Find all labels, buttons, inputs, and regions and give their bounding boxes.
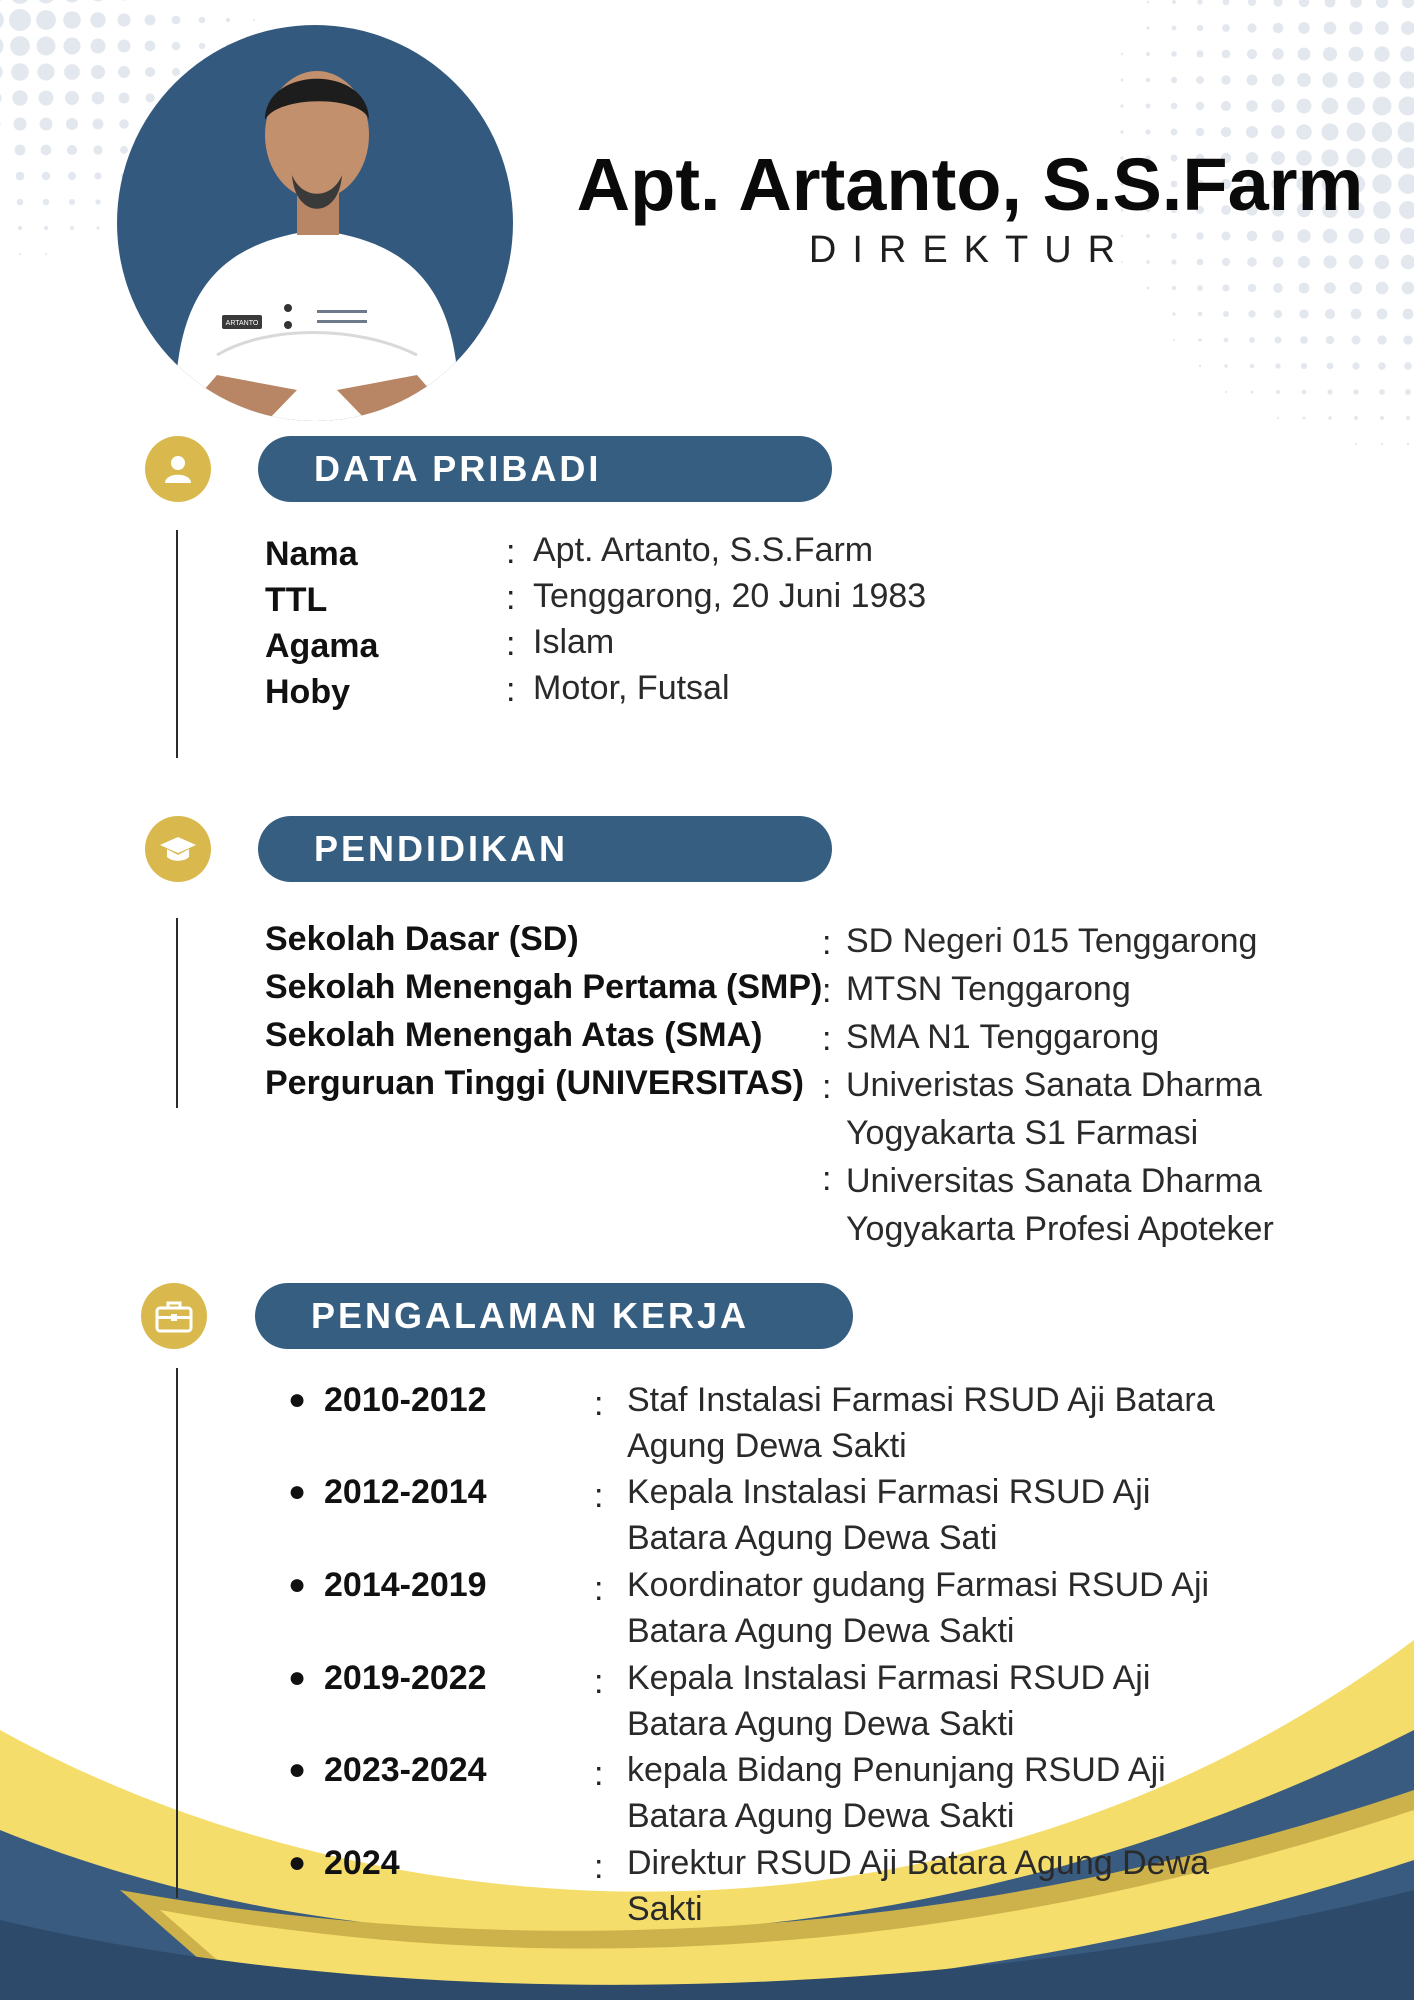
halftone-dot: [1375, 21, 1389, 35]
label-smp: Sekolah Menengah Pertama (SMP): [265, 968, 823, 1006]
colon: :: [594, 1755, 604, 1793]
colon: :: [822, 1160, 832, 1198]
halftone-dot: [1400, 46, 1414, 62]
halftone-dot: [93, 145, 102, 154]
halftone-dot: [64, 64, 80, 80]
halftone-dot: [1171, 51, 1177, 57]
halftone-dot: [1249, 337, 1255, 343]
experience-year: 2010-2012: [324, 1381, 487, 1419]
halftone-dot: [1376, 0, 1388, 8]
briefcase-icon: [141, 1283, 207, 1349]
halftone-dot: [63, 0, 80, 3]
halftone-dot: [1198, 338, 1202, 342]
value-hoby: Motor, Futsal: [533, 669, 730, 707]
halftone-dot: [1354, 416, 1358, 420]
experience-desc-line1: Staf Instalasi Farmasi RSUD Aji Batara: [627, 1381, 1215, 1419]
halftone-dot: [1298, 48, 1311, 61]
value-universitas-2-line2: Yogyakarta Profesi Apoteker: [846, 1210, 1274, 1248]
halftone-dot: [66, 118, 78, 130]
halftone-dot: [1146, 104, 1151, 109]
halftone-dot: [67, 145, 77, 155]
halftone-dot: [1379, 389, 1385, 395]
experience-year: 2024: [324, 1844, 400, 1882]
personal-row-agama: [265, 624, 378, 668]
halftone-dot: [37, 37, 56, 56]
halftone-dot: [1271, 125, 1285, 139]
halftone-dot: [1407, 443, 1409, 445]
halftone-dot: [15, 145, 26, 156]
halftone-dot: [1277, 417, 1279, 419]
halftone-dot: [11, 63, 29, 81]
halftone-dot: [1171, 103, 1178, 110]
halftone-dot: [172, 68, 180, 76]
halftone-dot: [1405, 389, 1411, 395]
halftone-dot: [1197, 285, 1203, 291]
halftone-dot: [1121, 53, 1123, 55]
halftone-dot: [1172, 0, 1176, 4]
halftone-dot: [1327, 389, 1332, 394]
halftone-dot: [1297, 99, 1312, 114]
halftone-dot: [1222, 50, 1231, 59]
halftone-dot: [1351, 309, 1362, 320]
halftone-dot: [1199, 365, 1201, 367]
halftone-dot: [0, 0, 3, 3]
halftone-dot: [1327, 363, 1334, 370]
halftone-dot: [41, 145, 52, 156]
halftone-dot: [1223, 311, 1229, 317]
halftone-dot: [1353, 389, 1359, 395]
halftone-dot: [1197, 0, 1202, 5]
halftone-dot: [96, 226, 99, 229]
halftone-dot: [1381, 443, 1383, 445]
colon: :: [822, 972, 832, 1010]
halftone-dot: [1378, 362, 1386, 370]
colon: :: [822, 1020, 832, 1058]
halftone-dot: [1248, 0, 1256, 6]
halftone-dot: [0, 90, 2, 105]
halftone-dot: [1322, 98, 1338, 114]
colon: :: [822, 924, 832, 962]
value-universitas-1-line1: Univeristas Sanata Dharma: [846, 1066, 1262, 1104]
halftone-dot: [1374, 46, 1389, 61]
colon: :: [594, 1385, 604, 1423]
halftone-dot: [119, 119, 129, 129]
halftone-dot: [1171, 77, 1177, 83]
halftone-dot: [1221, 101, 1231, 111]
halftone-dot: [226, 18, 230, 22]
personal-row-nama: [265, 532, 358, 576]
experience-desc-line2: Batara Agung Dewa Sakti: [627, 1705, 1015, 1743]
halftone-dot: [120, 146, 128, 154]
halftone-dot: [42, 172, 51, 181]
halftone-dot: [1273, 283, 1283, 293]
halftone-dot: [40, 118, 53, 131]
section-header-data-pribadi: DATA PRIBADI: [258, 436, 832, 502]
halftone-dot: [1275, 363, 1280, 368]
experience-desc-line2: Batara Agung Dewa Sakti: [627, 1797, 1015, 1835]
value-nama: Apt. Artanto, S.S.Farm: [533, 531, 874, 569]
halftone-dot: [1250, 390, 1253, 393]
halftone-dot: [1398, 122, 1414, 143]
section-header-pengalaman-kerja: PENGALAMAN KERJA: [255, 1283, 853, 1349]
halftone-dot: [1398, 96, 1414, 115]
experience-desc-line2: Sakti: [627, 1890, 703, 1928]
halftone-dot: [1247, 49, 1257, 59]
halftone-dot: [92, 92, 105, 105]
halftone-dot: [1224, 338, 1229, 343]
halftone-dot: [13, 117, 26, 130]
experience-year: 2019-2022: [324, 1659, 487, 1697]
halftone-dot: [43, 199, 49, 205]
halftone-dot: [69, 199, 75, 205]
halftone-dot: [91, 65, 105, 79]
halftone-dot: [1299, 309, 1308, 318]
halftone-dot: [1350, 282, 1362, 294]
halftone-dot: [1398, 174, 1414, 194]
halftone-dot: [1297, 73, 1311, 87]
halftone-dot: [1248, 310, 1255, 317]
halftone-dot: [1198, 312, 1203, 317]
value-universitas-2-line1: Universitas Sanata Dharma: [846, 1162, 1262, 1200]
halftone-dot: [1347, 97, 1365, 115]
halftone-dot: [1299, 0, 1309, 7]
halftone-dot: [1273, 0, 1282, 7]
halftone-dot: [93, 119, 104, 130]
person-illustration: [117, 25, 513, 421]
halftone-dot: [37, 63, 54, 80]
halftone-dot: [145, 15, 156, 26]
halftone-dot: [94, 172, 101, 179]
halftone-dot: [117, 13, 130, 26]
section-line-data-pribadi: [176, 530, 178, 758]
halftone-dot: [0, 37, 3, 56]
halftone-dot: [145, 93, 154, 102]
halftone-dot: [1197, 25, 1203, 31]
halftone-dot: [1300, 336, 1308, 344]
halftone-dot: [1196, 102, 1204, 110]
halftone-dot: [1298, 22, 1310, 34]
halftone-dot: [253, 19, 255, 21]
halftone-dot: [1349, 21, 1362, 34]
bullet-icon: ●: [288, 1568, 307, 1601]
halftone-dot: [37, 0, 56, 3]
halftone-dot: [1172, 26, 1177, 31]
halftone-dot: [63, 11, 81, 29]
halftone-dot: [1328, 416, 1332, 420]
halftone-dot: [1172, 286, 1176, 290]
experience-desc-line1: Kepala Instalasi Farmasi RSUD Aji: [627, 1659, 1151, 1697]
person-name: Apt. Artanto, S.S.Farm: [576, 143, 1364, 226]
bullet-icon: ●: [288, 1846, 307, 1879]
halftone-dot: [1221, 75, 1230, 84]
halftone-dot: [1299, 283, 1310, 294]
person-role: DIREKTUR: [808, 229, 1132, 271]
halftone-dot: [1399, 71, 1414, 88]
halftone-dot: [1120, 104, 1123, 107]
label-sd: Sekolah Dasar (SD): [265, 920, 579, 958]
halftone-dot: [1302, 416, 1305, 419]
halftone-dot: [1146, 26, 1149, 29]
halftone-dot: [1401, 255, 1414, 270]
halftone-dot: [1121, 79, 1124, 82]
halftone-dot: [1302, 390, 1307, 395]
halftone-dot: [1250, 364, 1255, 369]
colon: :: [506, 579, 516, 617]
halftone-dot: [1225, 391, 1227, 393]
halftone-dot: [1399, 201, 1414, 219]
svg-text:ARTANTO: ARTANTO: [225, 320, 259, 327]
halftone-dot: [18, 226, 22, 230]
bullet-icon: ●: [288, 1475, 307, 1508]
experience-desc-line1: kepala Bidang Penunjang RSUD Aji: [627, 1751, 1166, 1789]
halftone-dot: [1296, 124, 1311, 139]
colon: :: [822, 1068, 832, 1106]
experience-desc-line2: Batara Agung Dewa Sati: [627, 1519, 998, 1557]
halftone-dot: [1221, 127, 1231, 137]
halftone-dot: [1348, 72, 1364, 88]
halftone-dot: [145, 41, 156, 52]
colon: :: [594, 1848, 604, 1886]
halftone-dot: [16, 172, 25, 181]
experience-year: 2014-2019: [324, 1566, 487, 1604]
colon: :: [594, 1477, 604, 1515]
halftone-dot: [1172, 312, 1175, 315]
value-agama: Islam: [533, 623, 615, 661]
halftone-dot: [1355, 443, 1357, 445]
label-agama: Agama: [265, 627, 379, 665]
experience-desc-line1: Direktur RSUD Aji Batara Agung Dewa: [627, 1844, 1210, 1882]
halftone-dot: [1352, 362, 1359, 369]
halftone-dot: [38, 90, 53, 105]
halftone-dot: [95, 199, 100, 204]
bullet-icon: ●: [288, 1753, 307, 1786]
colon: :: [594, 1570, 604, 1608]
value-universitas-1-line2: Yogyakarta S1 Farmasi: [846, 1114, 1199, 1152]
halftone-dot: [1145, 129, 1150, 134]
label-ttl: TTL: [265, 581, 328, 619]
halftone-dot: [1402, 308, 1413, 319]
halftone-dot: [1196, 76, 1204, 84]
halftone-dot: [1275, 337, 1282, 344]
halftone-dot: [1223, 0, 1230, 5]
user-icon: [145, 436, 211, 502]
personal-row-hoby: [265, 670, 350, 714]
halftone-dot: [1373, 71, 1390, 88]
halftone-dot: [17, 199, 24, 206]
halftone-dot: [1406, 416, 1410, 420]
label-universitas: Perguruan Tinggi (UNIVERSITAS): [265, 1064, 804, 1102]
value-ttl: Tenggarong, 20 Juni 1983: [533, 577, 927, 615]
colon: :: [506, 625, 516, 663]
halftone-dot: [1246, 74, 1257, 85]
halftone-dot: [1222, 284, 1229, 291]
halftone-dot: [1273, 23, 1283, 33]
experience-desc-line1: Kepala Instalasi Farmasi RSUD Aji: [627, 1473, 1151, 1511]
halftone-dot: [65, 91, 79, 105]
halftone-dot: [1276, 390, 1280, 394]
halftone-dot: [1380, 416, 1384, 420]
halftone-dot: [118, 66, 130, 78]
halftone-dot: [1326, 336, 1335, 345]
halftone-dot: [172, 16, 181, 25]
halftone-dot: [1325, 309, 1335, 319]
halftone-dot: [1147, 287, 1150, 290]
bullet-icon: ●: [288, 1383, 307, 1416]
experience-desc-line2: Batara Agung Dewa Sakti: [627, 1612, 1015, 1650]
halftone-dot: [1402, 0, 1414, 8]
halftone-dot: [1146, 78, 1151, 83]
halftone-dot: [1272, 48, 1284, 60]
halftone-dot: [19, 253, 21, 255]
halftone-dot: [1146, 52, 1150, 56]
halftone-dot: [199, 17, 206, 24]
halftone-dot: [1324, 282, 1336, 294]
section-line-pengalaman: [176, 1368, 178, 1898]
value-sma: SMA N1 Tenggarong: [846, 1018, 1160, 1056]
section-header-pendidikan: PENDIDIKAN: [258, 816, 832, 882]
halftone-dot: [1196, 50, 1203, 57]
halftone-dot: [1403, 335, 1412, 344]
halftone-dot: [1322, 72, 1337, 87]
halftone-dot: [1373, 97, 1392, 116]
personal-row-ttl: [265, 578, 327, 622]
colon: :: [506, 533, 516, 571]
halftone-dot: [1222, 24, 1230, 32]
halftone-dot: [1352, 336, 1361, 345]
experience-year: 2023-2024: [324, 1751, 487, 1789]
label-hoby: Hoby: [265, 673, 350, 711]
halftone-dot: [90, 38, 105, 53]
section-line-pendidikan: [176, 918, 178, 1108]
halftone-dot: [1400, 228, 1414, 244]
graduation-cap-icon: [145, 816, 211, 882]
halftone-dot: [90, 12, 105, 27]
halftone-dot: [1401, 21, 1414, 35]
experience-desc-line1: Koordinator gudang Farmasi RSUD Aji: [627, 1566, 1210, 1604]
halftone-dot: [10, 36, 30, 56]
halftone-dot: [1248, 284, 1257, 293]
halftone-dot: [0, 10, 4, 30]
halftone-dot: [1404, 362, 1412, 370]
halftone-dot: [90, 0, 105, 2]
experience-year: 2012-2014: [324, 1473, 487, 1511]
halftone-dot: [1301, 363, 1307, 369]
halftone-dot: [36, 10, 56, 30]
halftone-dot: [1246, 126, 1258, 138]
label-nama: Nama: [265, 535, 358, 573]
halftone-dot: [199, 43, 205, 49]
halftone-dot: [1246, 100, 1258, 112]
halftone-dot: [1347, 123, 1366, 142]
colon: :: [594, 1663, 604, 1701]
halftone-dot: [1376, 308, 1387, 319]
halftone-dot: [145, 67, 155, 77]
experience-desc-line2: Agung Dewa Sakti: [627, 1427, 907, 1465]
halftone-dot: [10, 0, 30, 4]
halftone-dot: [0, 63, 3, 80]
halftone-dot: [1376, 282, 1389, 295]
halftone-dot: [1147, 1, 1150, 4]
halftone-dot: [1274, 310, 1282, 318]
halftone-dot: [44, 226, 48, 230]
halftone-dot: [1377, 335, 1386, 344]
colon: :: [506, 671, 516, 709]
halftone-dot: [12, 90, 27, 105]
halftone-dot: [63, 37, 80, 54]
halftone-dot: [172, 42, 181, 51]
halftone-dot: [1224, 364, 1228, 368]
value-sd: SD Negeri 015 Tenggarong: [846, 922, 1258, 960]
halftone-dot: [1350, 0, 1362, 8]
bullet-icon: ●: [288, 1661, 307, 1694]
halftone-dot: [1349, 47, 1364, 62]
halftone-dot: [1321, 123, 1338, 140]
halftone-dot: [70, 226, 74, 230]
halftone-dot: [1324, 22, 1337, 35]
halftone-dot: [9, 9, 31, 31]
halftone-dot: [1272, 74, 1285, 87]
value-smp: MTSN Tenggarong: [846, 970, 1131, 1008]
halftone-dot: [1120, 130, 1123, 133]
halftone-dot: [45, 253, 47, 255]
label-sma: Sekolah Menengah Atas (SMA): [265, 1016, 763, 1054]
halftone-dot: [68, 172, 76, 180]
profile-photo: [117, 25, 513, 421]
halftone-dot: [119, 93, 130, 104]
halftone-dot: [1196, 128, 1205, 137]
halftone-dot: [1402, 282, 1414, 295]
halftone-dot: [1324, 0, 1335, 8]
halftone-dot: [1271, 99, 1284, 112]
halftone-dot: [1247, 23, 1256, 32]
halftone-dot: [1173, 339, 1175, 341]
halftone-dot: [1323, 47, 1337, 61]
halftone-dot: [1171, 129, 1178, 136]
halftone-dot: [118, 40, 131, 53]
